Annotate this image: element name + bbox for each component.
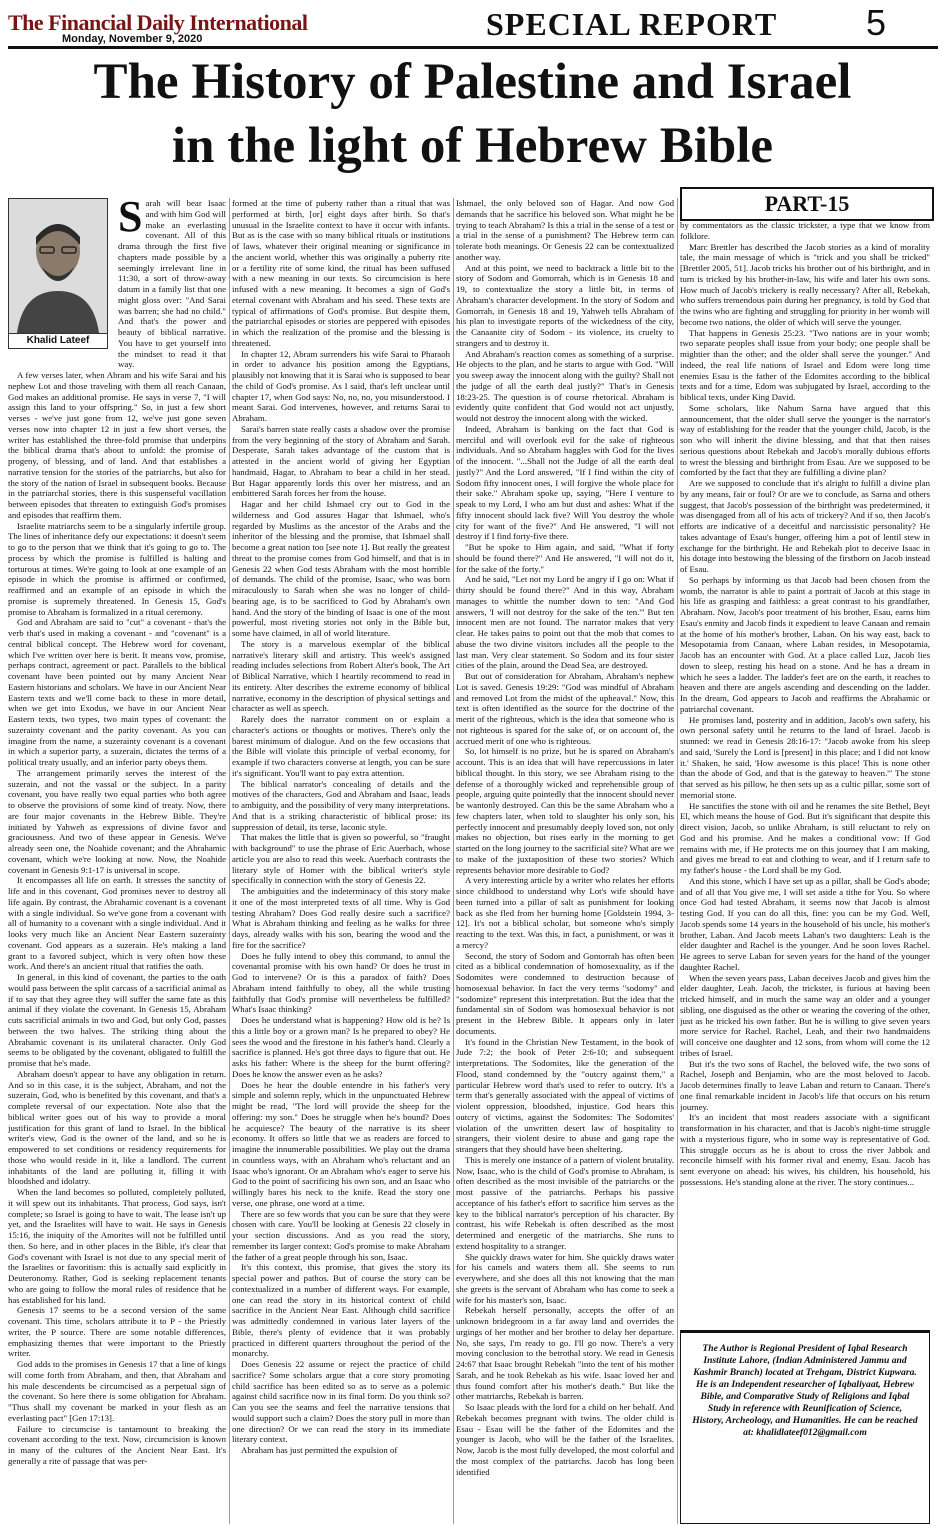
article-paragraph: That happens in Genesis 25:23. "Two nations are in your womb; two separate peoples shall issue from your body; one people shall be mightier than the other; and the older shall serve the younger." And indeed, the real life nations of Israel and Edom were long time enemies Esau is the father of the Edomites according to the biblical texts and for a time, Edom was subjugated by Israel, according to the biblical texts, under King David. [680,327,930,402]
article-paragraph: arah will bear Isaac and with him God will make an everlasting covenant. All of this drama through the first five chapters made possible by a seemingly irrelevant line in 11:30, a sort of throw-away datum in a family list that one might gloss over: "And Sarai was barren; she had no child." And that's the power and beauty of biblical narrative. You have to get yourself into the mindset to read it that way. [118,198,226,370]
article-paragraph: The biblical narrator's concealing of details and the motives of the characters, God and Abraham and Isaac, leads to ambiguity, and the possibility of very many interpretations. And that is a striking characteristic of biblical prose: its suppression of detail, its terse, laconic style. [232,778,450,832]
article-column-2 [232,198,450,1524]
article-paragraph: And at this point, we need to backtrack a little bit to the story of Sodom and Gomorrah, which is in Genesis 18 and 19, to contextualize the story a little bit, in terms of Abraham's character development. In the story of Sodom and Gomorrah, in Genesis 18 and 19, Yahweh tells Abraham of his plan to investigate reports of the wickedness of the city, the Canaanite city of Sodom - its violence, its cruelty to strangers and to destroy it. [456,262,674,348]
article-paragraph: formed at the time of puberty rather than a ritual that was performed at birth, [or] eight days after birth. So that's unusual in the Israelite context to have it occur with infants. But as is the case with so many biblical rituals or institutions of laws, whatever their original meaning or significance in the ancient world, whether this was originally a puberty rite or a fertility rite of some kind, the ritual has been suffused with a new meaning in our texts. So circumcision is here infused with a new meaning. It becomes a sign of God's eternal covenant with Abraham and his seed. These texts are typical of affirmations of God's promise. But despite them, the patriarchal episodes or stories are peppered with episodes in which the realization of the promise and the blessing is threatened. [232,198,450,348]
article-paragraph: Rebekah herself personally, accepts the offer of an unknown bridegroom in a far away land and overrides the urgings of her mother and her brother to delay her departure. No, she says, I'm ready to go. I'll go now. There's a very moving conclusion to the betrothal story. We read in Genesis 24:67 that Isaac brought Rebekah "into the tent of his mother Sarah, and he took Rebekah as his wife. Isaac loved her and thus found comfort after his mother's death." But like the other matriarchs, Rebekah is barren. [456,1305,674,1402]
article-paragraph: But out of consideration for Abraham, Abraham's nephew Lot is saved. Genesis 19:29: "God was mindful of Abraham and removed Lot from the midst of the upheaval." Now, this text is often identified as the source for the doctrine of the merit of the righteous, which is the idea that someone who is not righteous is spared for the sake of, or on account of, the accrued merit of one who is righteous. [456,671,674,746]
masthead-rule [8,46,938,49]
article-column-1 [8,198,226,1524]
headline-line-2: in the light of Hebrew Bible [171,118,774,174]
article-paragraph: Hagar and her child Ishmael cry out to God in the wilderness and God assures Hagar that Ishmael, who's regarded by Muslims as the ancestor of the Arabs and the inheritor of the blessing and the promise, that Ishmael shall become a great nation too [see note 1]. But really the greatest threat to the promise comes from God himself, and that is in Genesis 22 when God tests Abraham with the most horrible of demands. The child of the promise, Isaac, who was born miraculously to Sarah when she was no longer of child-bearing age, is to be sacrificed to God by Abraham's own hand. And the story of the binding of Isaac is one of the most powerful, most riveting stories not only in the Bible but, some have claimed, in all of world literature. [232,499,450,638]
article-paragraph: Abraham doesn't appear to have any obligation in return. And so in this case, it is the subject, Abraham, and not the suzerain, God, who is benefited by this covenant, and that's a complete reversal of our expectation. Note also that the biblical writer goes out of his way to provide a moral justification for this grant of land to Israel. In the biblical writer's view, God is the owner of the land, and so he is empowered to set conditions or residency requirements for those who would reside in it, like a landlord. The current inhabitants of the land are polluting it, filling it with bloodshed and idolatry. [8,1068,226,1187]
article-paragraph: He promises land, posterity and in addition, Jacob's own safety, his own personal safety until he returns to the land of Israel. Jacob is stunned: we read in Genesis 28:16-17: "Jacob awoke from his sleep and said, 'Surely the Lord is [present] in this place; and I did not know it.' Shaken, he said, 'How awesome is this place! This is none other than the abode of God, and that is the gateway to heaven.'" The stone that served as his pillow, he then sets up as a cultic pillar, some sort of memorial stone. [680,714,930,800]
article-paragraph: And he said, "Let not my Lord be angry if I go on: What if thirty should be found there?" And in this way, Abraham manages to whittle the number down to ten: "And God answers, 'I will not destroy for the sake of the ten.'" But ten innocent men are not found. The narrator makes that very clear. He takes pains to point out that the mob that comes to abuse the two divine visitors includes all the people to the last man. Very clear statement. So Sodom and its four sister cities of the plain, around the Dead Sea, are destroyed. [456,574,674,671]
article-paragraph: In general, in this kind of covenant, the parties to the oath would pass between the split carcass of a sacrificial animal as if to say that they agree they will suffer the same fate as this animal if they violate the covenant. In Genesis 15, Abraham cuts sacrificial animals in two and God, but only God, passes between the two halves. The striking thing about the Abrahamic covenant is its unilateral character. Only God seems to be obligated by the covenant, obligated to fulfill the promise that he's made. [8,972,226,1068]
newspaper-name: The Financial Daily International [8,10,308,35]
article-paragraph: Abraham has just permitted the expulsion of [241,1445,398,1455]
article-paragraph: Does Genesis 22 assume or reject the practice of child sacrifice? Some scholars argue that a core story promoting child sacrifice has been edited so as to serve as a polemic against child sacrifice now in its final form. Do you think so? Can you see the seams and feel the narrative tensions that would support such a claim? Does the story pull in more than one direction? Or we can read the story in its immediate literary context. [232,1359,450,1445]
article-paragraph: When the seven years pass, Laban deceives Jacob and gives him the elder daughter, Leah. Jacob, the trickster, is furious at having been tricked himself, and in much the same way an older and a younger sibling, one disguised as the other or wearing the covering of the other, just as he tricked his own father. But he is willing to give seven years more service for Rachel. Rachel, Leah, and their two handmaidens will conceive one daughter and 12 sons, from whom will come the 12 tribes of Israel. [680,972,930,1058]
article-paragraph: There are so few words that you can be sure that they were chosen with care. You'll be looking at Genesis 22 closely in your section discussions. And as you read the story, remember its larger context: God's promise to make Abraham the father of a great people through his son, Isaac. [232,1208,450,1262]
article-paragraph: It's found in the Christian New Testament, in the book of Jude 7:2; the book of Peter 2:6-10; and subsequent interpretations. The Sodomites, like the generation of the Flood, stand condemned by the "outcry against them," a particular Hebrew word that's used to refer to outcry. It's a term that's generally associated with the appeal of victims of violent oppression, bloodshed, injustice. God hears this outcry of victims, against the Sodomites: The Sodomites' violation of the unwritten desert law of hospitality to strangers, their violent desire to abuse and gang rape the strangers that they should have been sheltering. [456,1036,674,1154]
article-paragraph: Does he understand what is happening? How old is he? Is this a little boy or a grown man? Is he prepared to obey? He sees the wood and the firestone in his father's hand. Clearly a sacrifice is planned. He's got three days to figure that out. He asks his father: Where is the sheep for the burnt offering? Does he know the answer even as he asks? [232,1015,450,1079]
issue-date: Monday, November 9, 2020 [62,33,203,45]
article-paragraph: Rarely does the narrator comment on or explain a character's actions or thoughts or motives. There's only the barest minimum of dialogue. And on the few occasions that the Bible will violate this principle of verbal economy, for example if two characters converse at length, you can be sure it's significant. You'll want to pay extra attention. [232,714,450,778]
article-paragraph: And Abraham's reaction comes as something of a surprise. He objects to the plan, and he starts to argue with God. "Will you sweep away the innocent along with the guilty? Shall not the judge of all the earth deal justly?" That's in Genesis 18:23-25. The question is of course rhetorical. Abraham is evidently quite confident that God would not act unjustly, would not destroy the innocent along with the wicked. [456,348,674,423]
masthead [0,0,945,50]
article-paragraph: It's an incident that most readers associate with a significant transformation in his character, and that is Jacob's night-time struggle with a mysterious figure, who in some way is representative of God. This struggle occurs as he is about to cross the river Jabbok and reconcile himself with his former rival and enemy, Esau. Jacob has sent everyone on ahead: his wives, his children, his household, his possessions. He's standing alone at the river. The story continues... [680,1112,930,1187]
article-paragraph: A few verses later, when Abram and his wife Sarai and his nephew Lot and those traveling with them all reach Canaan, God makes an additional promise. He says in verse 7, "I will assign this land to your offspring." So, in just a few short verses - we've just gone from 12, we've just gone seven verses now into chapter 12 in just a few short verses, the writer has established the three-fold promise that underpins the biblical drama that's about to unfold: the promise of progeny, of blessing, and of land. And that establishes a narrative tension for the stories of the patriarchs, but also for the story of the nation of Israel in subsequent books. Because in the patriarchal stories, there is this suspenseful vacillation between episodes that threaten to extinguish God's promises and episodes that reaffirm them. [8,370,226,520]
column-divider [677,198,678,1524]
article-paragraph: Indeed, Abraham is banking on the fact that God is merciful and will overlook evil for the sake of righteous individuals. And so Abraham haggles with God for the lives of the innocent. "...Shall not the Judge of all the earth deal justly?" And the Lord answered, "If I find within the city of Sodom fifty innocent ones, I will forgive the whole place for their sake." Abraham spoke up, saying, "Here I venture to speak to my Lord, I who am but dust and ashes: What if the fifty innocent should lack five? Will You destroy the whole city for want of the five?" And He answered, "I will not destroy if I find forty-five there. [456,423,674,542]
author-photo-block [8,198,112,362]
article-paragraph: Does he hear the double entendre in his father's very simple and solemn reply, which in the unpunctuated Hebrew might be read, "The lord will provide the sheep for the offering: my son." Does he struggle when he's bound? Does he acquiesce? The beauty of the narrative is its sheer economy. It offers so little that we as readers are forced to imagine the innumerable possibilities. We play out the drama in countless ways, with an Abraham who's reluctant and an Isaac who's ignorant. Or an Abraham who's eager to serve his God to the point of sacrificing his own son, and an Isaac who willingly bares his neck to the knife. Read the story one verse, one phrase, one word at a time. [232,1079,450,1208]
author-bio-box: The Author is Regional President of Iqbal Research Institute Lahore, (Indian Administered Jammu and Kashmir Branch) located at Trehgam, District Kupwara. He is an Independent researcher of Iqbaliyaat, Hebrew Bible, and Comparative Study of Religions and Iqbal Study in reference with Reunification of Science, History, Archeology, and Humanities. He can be reached at: khalidlateef012@gmail.com [680,1330,930,1524]
article-paragraph: God and Abraham are said to "cut" a covenant - that's the verb that's used in making a covenant - and "covenant" is a central biblical concept. The Hebrew word for covenant, which I've written over here is berit. It means vow, promise, perhaps contract, agreement or pact. Parallels to the biblical covenant have been pointed out by many Ancient Near Eastern historians and scholars. We have in our Ancient Near Eastern texts and we'll come back to these in more detail, when we get into Exodus, we have in our Ancient Near Eastern texts, two types, two main types of covenant: the suzerainty covenant and the parity covenant. As you can imagine from the name, a suzerainty covenant is a covenant in which a superior party, a suzerain, dictates the terms of a political treaty usually, and an inferior party obeys them. [8,617,226,767]
article-paragraph: And this stone, which I have set up as a pillar, shall be God's abode; and of all that You give me, I will set aside a tithe for You. So where once God had tested Abraham, it seems now that Jacob is almost testing God. If you can do all this, fine: you can be my God. Well, Jacob spends some 14 years in the household of his uncle, his mother's brother, Laban. And Jacob meets Laban's two daughters: Leah is the elder daughter and Rachel is the younger. And he soon loves Rachel. He agrees to serve Laban for seven years for the hand of the younger daughter Rachel. [680,875,930,972]
article-paragraph: Are we supposed to conclude that it's alright to fulfill a divine plan by any means, fair or foul? Or are we to conclude, as Sarna and others suggest, that Jacob's possession of the birthright was predetermined, it was disengaged from all of his acts of trickery? And if so, then Jacob's efforts are indicative of a deceitful and narcissistic personality? He takes advantage of Esau's hunger, offering him a pot of lentil stew in exchange for the birthright. He and Rebekah plot to deceive Isaac in his dotage into bestowing the blessing of the firstborn on Jacob instead of Esau. [680,478,930,574]
article-paragraph: She quickly draws water for him. She quickly draws water for his camels and waters them all. She seems to run everywhere, and she does all this not knowing that the man she greets is the servant of Abraham who has come to seek a wife for his master's son, Isaac. [456,1251,674,1305]
article-paragraph: by commentators as the classic trickster, a type that we know from folklore. [680,220,930,241]
article-paragraph: Some scholars, like Nahum Sarna have argued that this announcement, that the older shall serve the younger is the narrator's way of establishing for the reader that the younger child, Jacob, is the son who will inherit the divine blessing, and that that then raises serious questions about Rebekah and Jacob's morally dubious efforts to wrest the blessing and birthright from Esau. Are we supposed to be comforted by the fact that they are fulfilling a divine plan? [680,402,930,478]
section-title: SPECIAL REPORT [486,6,778,42]
article-paragraph: Israelite matriarchs seem to be a singularly infertile group. The lines of inheritance defy our expectations: it doesn't seem to go to the person that we think that it's going to go to. The process by which the promise is fulfilled is halting and torturous at times. We're going to look at one example of an episode in which the promise is affirmed or confirmed, reaffirmed and an example of an episode in which the promise is supremely threatened. In Genesis 15, God's promise to Abraham is formalized in a ritual ceremony. [8,520,226,617]
article-paragraph: God adds to the promises in Genesis 17 that a line of kings will come forth from Abraham, and then, that Abraham and his male descendents be circumcised as a perpetual sign of the covenant. So here there is some obligation for Abraham. "Thus shall my covenant be marked in your flesh as an everlasting pact" [Gen 17:13]. [8,1359,226,1423]
author-name: Khalid Lateef [8,334,108,349]
column-divider [453,198,454,1524]
article-paragraph: It encompasses all life on earth. It stresses the sanctity of life and in this covenant, God promises never to destroy all life again. By contrast, the Abrahamic covenant is a covenant with a single individual. So we've gone from a covenant with all of humanity to a covenant with a single individual. And it looks very much like an Ancient Near Eastern suzerainty covenant. God appears as a suzerain. He's making a land grant to a favored subject, which is very often how these work. And there's an ancient ritual that ratifies the oath. [8,875,226,972]
part-label: PART-15 [680,187,934,221]
article-paragraph: He sanctifies the stone with oil and he renames the site Bethel, Beyt El, which means the house of God. But it's significant that despite this direct vision, Jacob, so unlike Abraham, is still reluctant to rely on God and his promise. And he makes a conditional vow: If God remains with me, if He protects me on this journey that I am making, and gives me bread to eat and clothing to wear, and if I return safe to my father's house - the Lord shall be my God. [680,800,930,875]
article-paragraph: Ishmael, the only beloved son of Hagar. And now God demands that he sacrifice his beloved son. What might he be trying to teach Abraham? Is this a trial in the sense of a test or a trial in the sense of a punishment? The Hebrew term can tolerate both meanings. Or Genesis 22 can be contextualized another way. [456,198,674,262]
headline [0,50,945,178]
drop-cap: S [118,198,143,241]
article-column-4 [680,220,930,1330]
article-paragraph: But it's the two sons of Rachel, the beloved wife, the two sons of Rachel, Joseph and Benjamin, who are the most beloved to Jacob. Jacob determines finally to leave Laban and return to Canaan. There's one final remarkable incident in Jacob's life that occurs on his return journey. [680,1058,930,1112]
article-paragraph: So perhaps by informing us that Jacob had been chosen from the womb, the narrator is able to paint a portrait of Jacob at this stage in his life as grasping and faithless: a great contrast to his grandfather, Abraham. Now, Jacob's poor treatment of his brother, Esau, earns him Esau's enmity and Jacob finds it expedient to leave Canaan and remain at the home of his mother's brother, Laban. On his way east, back to Mesopotamia from Canaan, where Laban resides, in Mesopotamia, Jacob has an encounter with God. At a place called Luz, Jacob lies down to sleep, resting his head on a stone. And he has a dream in which he sees a ladder. The ladder's feet are on the earth, it reaches to heaven and there are angels ascending and descending on the ladder. In the dream, God appears to Jacob and reaffirms the Abrahamic or patriarchal covenant. [680,574,930,714]
article-paragraph: Second, the story of Sodom and Gomorrah has often been cited as a biblical condemnation of homosexuality, as if the Sodomites were condemned to destruction because of homosexual behavior. In fact the very terms "sodomy" and "sodomize" represent this interpretation. But the idea that the fundamental sin of Sodom was homosexual behavior is not present in the Hebrew Bible. It appears only in later documents. [456,950,674,1036]
article-paragraph: Does he fully intend to obey this command, to annul the covenantal promise with his own hand? Or does he trust in God to intervene? Or is this a paradox of faith? Does Abraham intend faithfully to obey, all the while trusting faithfully that God's promise will nevertheless be fulfilled? What's Isaac thinking? [232,950,450,1015]
article-paragraph: So Isaac pleads with the lord for a child on her behalf. And Rebekah becomes pregnant with twins. The older child is Esau - Esau will be the father of the Edomites and the younger is Jacob, who will be the father of the Israelites. Now, Jacob is the most fully developed, the most colorful and the most complex of the patriarchs. Jacob has long been identified [456,1402,674,1477]
author-photo [8,198,108,334]
page-number: 5 [866,2,887,43]
article-paragraph: A very interesting article by a writer who relates her efforts since childhood to understand why Lot's wife should have been turned into a pillar of salt as punishment for looking back as she fled from her burning home [Goldstein 1994, 3-12]. It's not a biblical scholar, but someone who's simply reacting to the text. Was this, in fact, a punishment, or was it a mercy? [456,875,674,950]
article-paragraph: So, lot himself is no prize, but he is spared on Abraham's account. This is an idea that will have repercussions in later biblical thought. In this story, we see Abraham rising to the defense of a thoroughly wicked and reprehensible group of people, arguing quite pointedly that the innocent should never be wantonly destroyed. Can this be the same Abraham who a few chapters later, when told to slaughter his only son, his perfectly innocent and presumably deeply loved son, not only makes no objection, but rises early in the morning to get started on the long journey to the sacrificial site? What are we to make of the juxtaposition of these two stories? Which represents behavior more desirable to God? [456,746,674,875]
article-paragraph: This is merely one instance of a pattern of violent brutality. Now, Isaac, who is the child of God's promise to Abraham, is often described as the most invisible of the patriarchs or the most passive of the patriarchs. Perhaps his passive acceptance of his father's effort to sacrifice him serves as the key to the biblical narrator's perception of his character. By contrast, his wife Rebekah is often described as the most determined and energetic of the matriarchs. She runs to extend hospitality to a stranger. [456,1154,674,1251]
article-paragraph: In chapter 12, Abram surrenders his wife Sarai to Pharaoh in order to advance his position among the Egyptians, plausibly not knowing that it is Sarai who is supposed to bear the child of God's promise. As I said, that's left unclear until chapter 17, when God says: No, no, no, you misunderstood. I meant Sarai. God intervenes, however, and returns Sarai to Abraham. [232,348,450,423]
article-paragraph: The arrangement primarily serves the interest of the suzerain, and not the vassal or the subject. In a parity covenant, you have really two equal parties who both agree to observe the provisions of some kind of treaty. Now, there are four major covenants in the Hebrew Bible. They're initiated by Yahweh as expressions of divine favor and graciousness. And two of these appear in Genesis. We've already seen one, the Noahide covenant; and the Abrahamic covenant, which we're looking at now. Now, the Noahide covenant in Genesis 9:1-17 is universal in scope. [8,767,226,875]
article-paragraph: Genesis 17 seems to be a second version of the same covenant. This time, scholars attribute it to P - the Priestly writer, the P source. There are some notable differences, emphasizing themes that were important to the Priestly writer. [8,1305,226,1359]
article-paragraph: That makes the little that is given so powerful, so "fraught with background" to use the phrase of Eric Auerbach, whose article you are also to read this week. Auerbach contrasts the literary style of Homer with the biblical writer's style specifically in connection with the story of Genesis 22. [232,832,450,886]
headline-line-1: The History of Palestine and Israel [93,54,852,110]
article-paragraph: "But he spoke to Him again, and said, "What if forty should be found there?" And He answered, "I will not do it, for the sake of the forty." [456,542,674,574]
article-paragraph: Sarai's barren state really casts a shadow over the promise from the very beginning of the story of Abraham and Sarah. Desperate, Sarah takes advantage of the custom that is attested in the ancient world of giving her Egyptian handmaid, Hagar, to Abraham to bear a child in her stead. But Hagar apparently lords this over her mistress, and an embittered Sarah forces her from the house. [232,423,450,499]
column-divider [229,198,230,1524]
article-column-3 [456,198,674,1524]
article-paragraph: It's this context, this promise, that gives the story its special power and pathos. But of course the story can be contextualized in a number of different ways. For example, one can read the story in its historical context of child sacrifice in the Ancient Near East. Although child sacrifice was admittedly condemned in various later layers of the Bible, there's plenty of evidence that it was probably practiced in different quarters throughout the period of the monarchy. [232,1262,450,1359]
article-paragraph: Marc Brettler has described the Jacob stories as a kind of morality tale, the main message of which is "trick and you shall be tricked" [Brettler 2005, 51]. Jacob tricks his brother out of his birthright, and in turn is tricked by his brother-in-law, his wife and later his own sons. How much of Jacob's trickery is really necessary? After all, Rebekah, who suffers tremendous pain during her pregnancy, is told by God that the twins who are fighting and struggling for priority in her womb will become two nations, the older of which will serve the younger. [680,241,930,327]
article-paragraph: Failure to circumcise is tantamount to breaking the covenant according to the text. Now, circumcision is known in many of the cultures of the Ancient Near East. It's generally a rite of passage that was per- [8,1423,226,1466]
article-paragraph: The story is a marvelous exemplar of the biblical narrative's literary skill and artistry. This week's assigned reading includes selections from Robert Alter's book, The Art of Biblical Narrative, which I heartily recommend to read in its entirety. Alter describes the extreme economy of biblical narrative, economy in the description of physical settings and character as well as speech. [232,638,450,714]
article-paragraph: When the land becomes so polluted, completely polluted, it will spew out its inhabitants. That process, God says, isn't complete; so Israel is going to have to wait. The lease isn't up yet, and the Israelites will have to wait. He says in Genesis 15:16, the iniquity of the Amorites will not be fulfilled until then. So here, and in other places in the Bible, it's clear that God's covenant with Israel is not due to any special merit of the Israelites or favoritism: this is actually said explicitly in Deuteronomy. Rather, God is seeking replacement tenants who are going to follow the moral rules of residence that he has established for his land. [8,1187,226,1305]
article-paragraph: The ambiguities and the indeterminacy of this story make it one of the most interpreted texts of all time. Why is God testing Abraham? Does God really desire such a sacrifice? What is Abraham thinking and feeling as he walks for three days, already walks with his son, bearing the wood and the fire for the sacrifice? [232,886,450,950]
